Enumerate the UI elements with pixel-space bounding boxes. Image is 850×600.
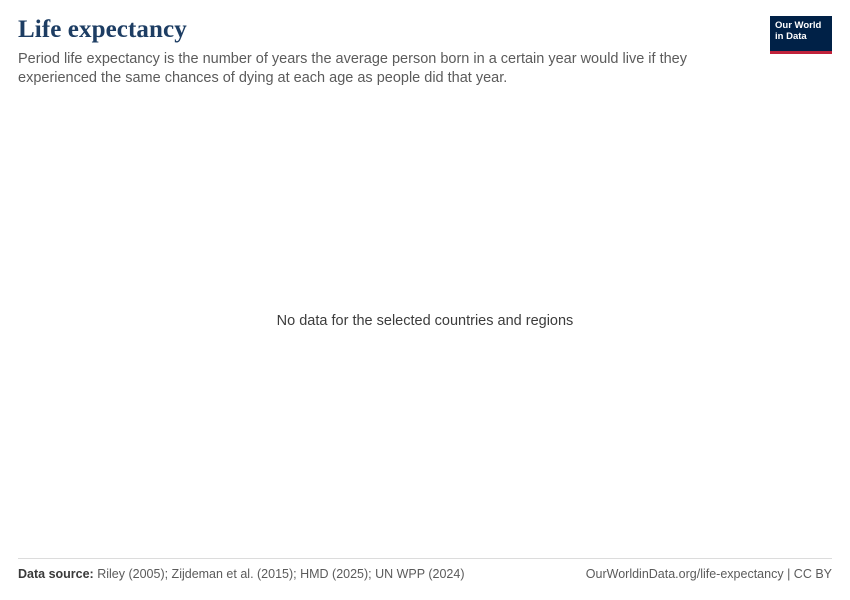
footer-separator: | [787, 567, 791, 581]
owid-logo[interactable] [770, 16, 832, 54]
data-source-label: Data source: [18, 567, 94, 581]
site-url-link[interactable]: OurWorldinData.org/life-expectancy [585, 567, 784, 581]
license-link[interactable]: CC BY [793, 567, 832, 581]
no-data-message: No data for the selected countries and regions [276, 313, 574, 329]
data-source [18, 567, 465, 581]
chart-header [18, 16, 832, 89]
page-title: Life expectancy [18, 16, 187, 43]
chart-plot-area [18, 100, 832, 542]
footer-attribution [586, 567, 832, 581]
owid-logo-line1: Our World [775, 20, 822, 31]
chart-subtitle: Period life expectancy is the number of years the average person born in a certain year would live if they experienced the same chances of dying at each age as people did that year. [18, 50, 687, 87]
owid-logo-line2: in Data [775, 31, 807, 43]
chart-footer [18, 558, 832, 586]
data-source-text: Riley (2005); Zijdeman et al. (2015); HMD (2025); UN WPP (2024) [97, 567, 465, 581]
footer-divider [18, 558, 832, 559]
